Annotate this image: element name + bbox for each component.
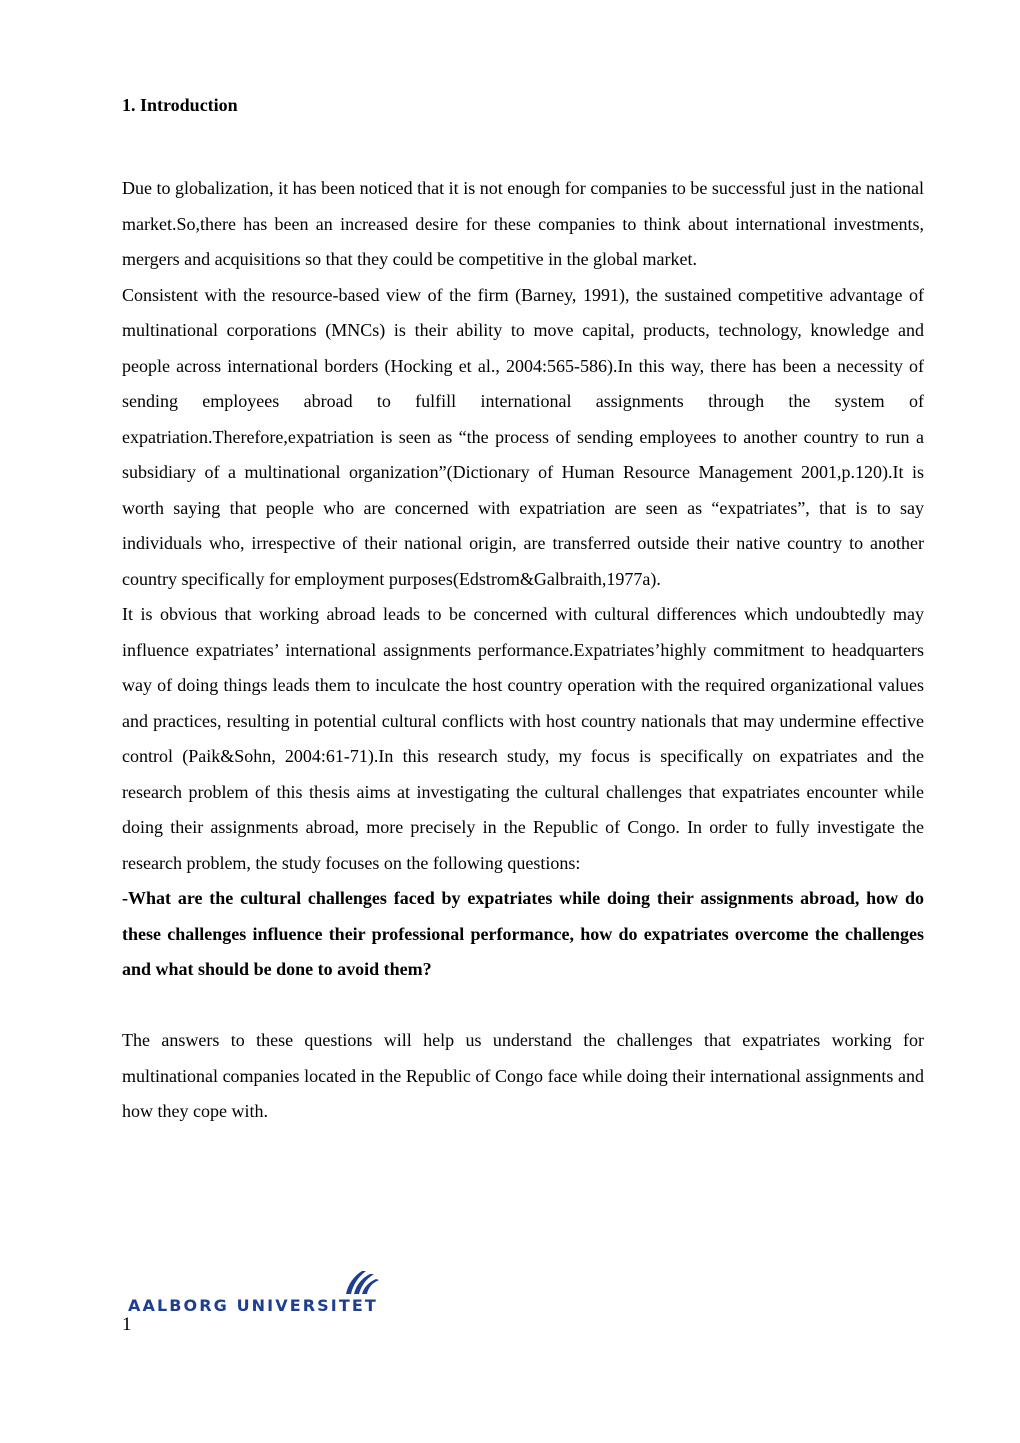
university-logo bbox=[128, 1268, 408, 1318]
aalborg-wave-icon bbox=[340, 1268, 380, 1298]
paragraph-closing: The answers to these questions will help us understand the challenges that expatriates working for multinational companies located in the Republic of Congo face while doing their international assignments and how they cope with. bbox=[122, 1030, 924, 1121]
research-question: -What are the cultural challenges faced by expatriates while doing their assignments abroad, how do these challenges influence their professional performance, how do expatriates overcome the challenges and what should be done to avoid them? bbox=[122, 888, 924, 979]
section-heading: 1. Introduction bbox=[122, 95, 238, 115]
logo-text: AALBORG UNIVERSITET bbox=[128, 1296, 378, 1315]
paragraph-globalization: Due to globalization, it has been noticed that it is not enough for companies to be successful just in the national market.So,there has been an increased desire for these companies to think about international investments, mergers and acquisitions so that they could be competitive in the global market. bbox=[122, 178, 924, 269]
paragraph-cultural-differences: It is obvious that working abroad leads to be concerned with cultural differences which undoubtedly may influence expatriates’ international assignments performance.Expatriates’highly commitment to headquarters way of doing things leads them to inculcate the host country operation with the required organizational values and practices, resulting in potential cultural conflicts with host country nationals that may undermine effective control (Paik&Sohn, 2004:61-71).In this research study, my focus is specifically on expatriates and the research problem of this thesis aims at investigating the cultural challenges that expatriates encounter while doing their assignments abroad, more precisely in the Republic of Congo. In order to fully investigate the research problem, the study focuses on the following questions: bbox=[122, 604, 924, 873]
page-number: 1 bbox=[122, 1314, 132, 1335]
paragraph-resource-based-view: Consistent with the resource-based view of the firm (Barney, 1991), the sustained competitive advantage of multinational corporations (MNCs) is their ability to move capital, products, technology, knowledge and people across international borders (Hocking et al., 2004:565-586).In this way, there has been a necessity of sending employees abroad to fulfill international assignments through the system of expatriation.Therefore,expatriation is seen as “the process of sending employees to another country to run a subsidiary of a multinational organization”(Dictionary of Human Resource Management 2001,p.120).It is worth saying that people who are concerned with expatriation are seen as “expatriates”, that is to say individuals who, irrespective of their national origin, are transferred outside their native country to another country specifically for employment purposes(Edstrom&Galbraith,1977a). bbox=[122, 284, 924, 589]
body-text bbox=[122, 171, 924, 1130]
